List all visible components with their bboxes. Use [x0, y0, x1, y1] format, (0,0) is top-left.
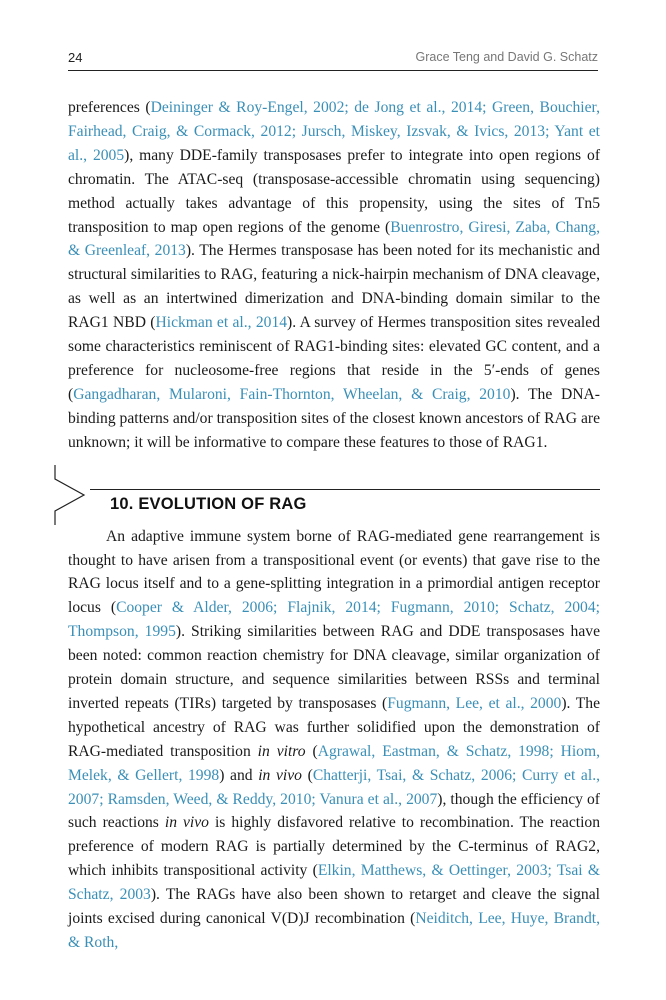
citation-link[interactable]: Neiditch, Lee, Huye, Brandt, & Roth, — [68, 910, 600, 951]
citation-link[interactable]: Agrawal, Eastman, & Schatz, 1998; Hiom, Melek, & Gellert, 1998 — [68, 742, 600, 784]
body-text — [68, 96, 600, 955]
section-chevron-icon — [54, 465, 94, 525]
citation-link[interactable]: Buenrostro, Giresi, Zaba, Chang, & Greenleaf, 2013 — [68, 218, 600, 260]
text-run: ). A survey of Hermes transposition sites revealed some characteristics reminiscent of RAG1-binding sites: elevated GC content, and a preference for nucleosome-free regions that reside in the 5′-ends of genes ( — [68, 314, 600, 403]
citation-link[interactable]: Hickman et al., 2014 — [155, 314, 288, 332]
section-rule — [90, 489, 600, 490]
text-run: An adaptive immune system borne of RAG-mediated gene rearrangement is thought to have arisen from a transpositional event (or events) that gave rise to the RAG locus itself and to a gene-splitting integration in a primordial antigen receptor locus ( — [68, 527, 600, 617]
citation-link[interactable]: Chatterji, Tsai, & Schatz, 2006; Curry et al., 2007; Ramsden, Weed, & Reddy, 2010; Vanura et al., 2007 — [68, 766, 600, 808]
italic-term: in vivo — [258, 766, 302, 784]
citation-link[interactable]: Cooper & Alder, 2006; Flajnik, 2014; Fugmann, 2010; Schatz, 2004; Thompson, 1995 — [68, 599, 600, 641]
text-run: ). The DNA-binding patterns and/or transposition sites of the closest known ancestors of RAG are unknown; it will be informative to compare these features to those of RAG1. — [68, 385, 600, 451]
text-run: ), though the efficiency of such reactions — [68, 790, 600, 832]
paragraph-2 — [68, 525, 600, 955]
section-title: 10. EVOLUTION OF RAG — [110, 494, 307, 513]
text-run: ), many DDE-family transposases prefer to integrate into open regions of chromatin. The ATAC-seq (transposase-accessible chromatin using sequencing) method actually takes advantage of this propensity, using the sites of Tn5 transposition to map open regions of the genome ( — [68, 146, 601, 236]
text-run: ( — [305, 742, 318, 760]
italic-term: in vitro — [257, 742, 306, 760]
text-run: ) and — [219, 766, 259, 784]
text-run: is highly disfavored relative to recombination. The reaction preference of modern RAG is partially determined by the C-terminus of RAG2, which inhibits transpositional activity ( — [68, 814, 601, 880]
paragraph-1 — [68, 96, 600, 455]
text-run: ). The RAGs have also been shown to retarget and cleave the signal joints excised during canonical V(D)J recombination ( — [68, 886, 600, 928]
running-header — [68, 48, 598, 71]
text-run: ). The Hermes transposase has been noted for its mechanistic and structural similarities to RAG, featuring a nick-hairpin mechanism of DNA cleavage, as well as an intertwined dimerization and DNA-binding domain similar to the RAG1 NBD ( — [68, 242, 600, 332]
text-run: ( — [301, 766, 313, 784]
text-run: ). Striking similarities between RAG and DDE transposases have been noted: common reaction chemistry for DNA cleavage, similar organization of protein domain structure, and sequence similarities between RSSs and terminal inverted repeats (TIRs) targeted by transposases ( — [68, 623, 600, 712]
text-run: preferences ( — [68, 99, 151, 116]
citation-link[interactable]: Deininger & Roy-Engel, 2002; de Jong et al., 2014; Green, Bouchier, Fairhead, Craig, & Cormack, 2012; Jursch, Miskey, Izsvak, & Ivics, 2013; Yant et al., 2005 — [68, 99, 600, 164]
running-head-authors: Grace Teng and David G. Schatz — [415, 50, 598, 64]
citation-link[interactable]: Elkin, Matthews, & Oettinger, 2003; Tsai & Schatz, 2003 — [68, 862, 600, 904]
text-run: ). The hypothetical ancestry of RAG was further solidified upon the demonstration of RAG-mediated transposition — [68, 694, 601, 760]
section-heading — [68, 465, 600, 525]
page-number: 24 — [68, 50, 83, 65]
citation-link[interactable]: Gangadharan, Mularoni, Fain-Thornton, Wheelan, & Craig, 2010 — [73, 385, 511, 403]
citation-link[interactable]: Fugmann, Lee, et al., 2000 — [387, 694, 562, 712]
italic-term: in vivo — [164, 814, 209, 832]
